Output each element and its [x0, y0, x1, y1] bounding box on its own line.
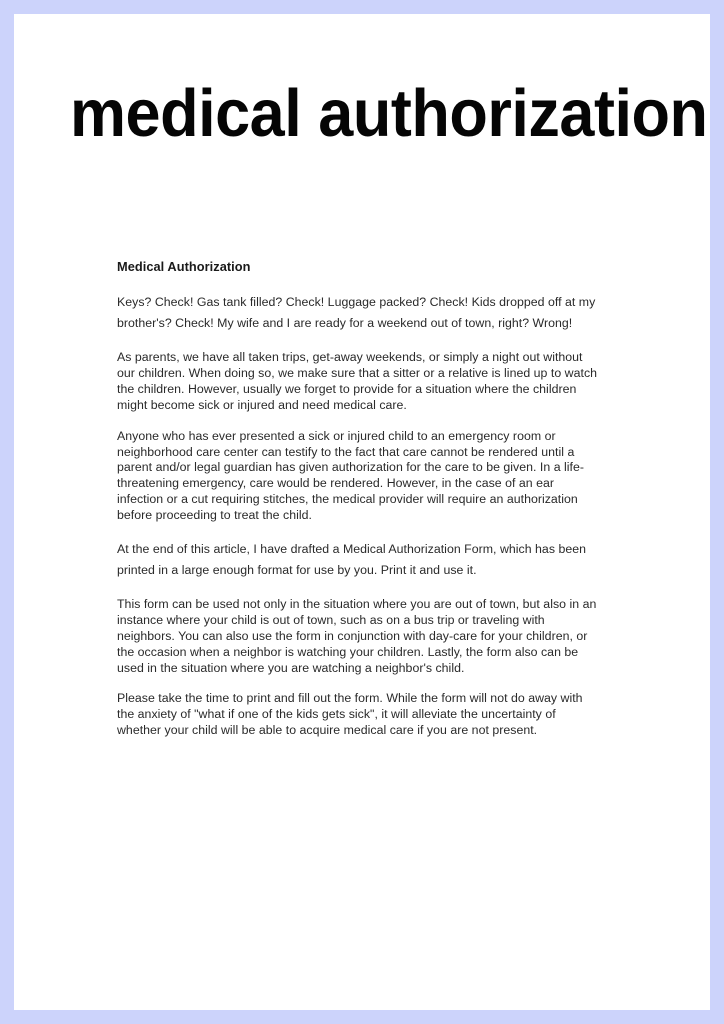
article-paragraph: This form can be used not only in the situation where you are out of town, but also in an instance where your child is out of town, such as on a bus trip or traveling with neighbors. You can also use the form in conjunction with day-care for your children, or the occasion when a neighbor is watching your children. Lastly, the form also can be used in the situation where you are watching a neighbor's child. [117, 597, 597, 675]
article-paragraph: Anyone who has ever presented a sick or injured child to an emergency room or neighborhood care center can testify to the fact that care cannot be rendered until a parent and/or legal guardian has given authorization for the care to be given. In a life-threatening emergency, care would be rendered. However, in the case of an ear infection or a cut requiring stitches, the medical provider will require an authorization before proceeding to treat the child. [117, 428, 585, 522]
page-title: medical authorization [70, 76, 708, 151]
article-paragraph: As parents, we have all taken trips, get-away weekends, or simply a night out without our children. When doing so, we make sure that a sitter or a relative is lined up to watch the children. However, usually we forget to provide for a situation where the children might become sick or injured and need medical care. [117, 350, 598, 412]
paper-sheet [14, 14, 710, 1010]
article-paragraph: At the end of this article, I have drafted a Medical Authorization Form, which has been printed in a large enough format for use by you. Print it and use it. [117, 541, 586, 578]
article-heading: Medical Authorization [117, 259, 251, 274]
article-paragraph: Keys? Check! Gas tank filled? Check! Luggage packed? Check! Kids dropped off at my brother's? Check! My wife and I are ready for a weekend out of town, right? Wrong! [117, 295, 596, 331]
article-content [117, 259, 599, 739]
article-paragraph: Please take the time to print and fill out the form. While the form will not do away with the anxiety of "what if one of the kids gets sick", it will alleviate the uncertainty of whether your child will be able to acquire medical care if you are not present. [117, 691, 583, 738]
